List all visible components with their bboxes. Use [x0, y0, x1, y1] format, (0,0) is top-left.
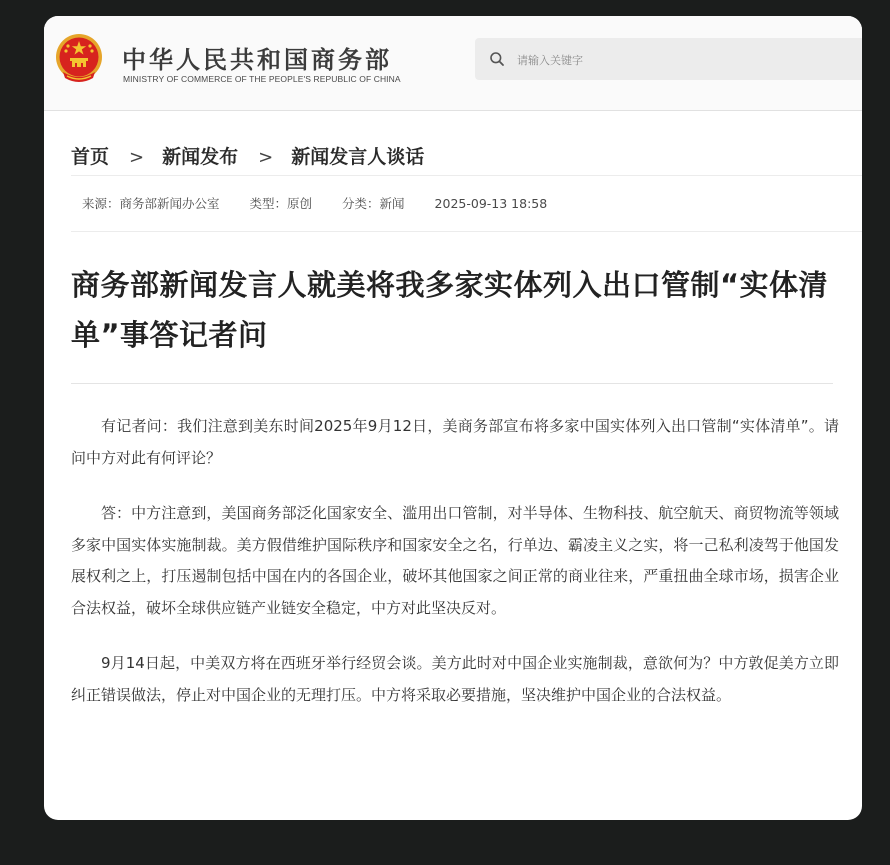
article-title: 商务部新闻发言人就美将我多家实体列入出口管制“实体清单”事答记者问: [71, 268, 829, 352]
article-meta: [82, 194, 547, 212]
breadcrumb: [71, 142, 424, 169]
search-icon[interactable]: [489, 51, 505, 67]
breadcrumb-spokesperson-link[interactable]: 新闻发言人谈话: [291, 146, 425, 168]
meta-source: 来源：商务部新闻办公室: [82, 196, 220, 211]
meta-datetime: 2025-09-13 18:58: [434, 196, 548, 211]
site-header: [44, 16, 862, 111]
divider: [71, 231, 862, 232]
article-paragraph-talks: 9月14日起，中美双方将在西班牙举行经贸会谈。美方此时对中国企业实施制裁，意欲何为？中方敦促美方立即纠正错误做法，停止对中国企业的无理打压。中方将采取必要措施，坚决维护中国企业的合法权益。: [71, 654, 839, 704]
breadcrumb-separator-icon: >: [258, 147, 274, 168]
breadcrumb-news-link[interactable]: 新闻发布: [162, 146, 239, 168]
search-input[interactable]: [515, 38, 859, 82]
national-emblem-icon[interactable]: [53, 32, 105, 86]
search-box[interactable]: [475, 38, 862, 80]
article-paragraph-answer: 答：中方注意到，美国商务部泛化国家安全、滥用出口管制，对半导体、生物科技、航空航天、商贸物流等领域多家中国实体实施制裁。美方假借维护国际秩序和国家安全之名，行单边、霸凌主义之实，将一己私利凌驾于他国发展权利之上，打压遏制包括中国在内的各国企业，破坏其他国家之间正常的商业往来，严重扭曲全球市场，损害企业合法权益，破坏全球供应链产业链安全稳定，中方对此坚决反对。: [71, 504, 839, 617]
meta-category: 分类：新闻: [342, 196, 405, 211]
article-paragraph-question: 有记者问：我们注意到美东时间2025年9月12日，美商务部宣布将多家中国实体列入出口管制“实体清单”。请问中方对此有何评论？: [71, 417, 839, 467]
breadcrumb-separator-icon: >: [129, 147, 145, 168]
site-title[interactable]: 中华人民共和国商务部: [122, 45, 392, 74]
meta-type: 类型：原创: [249, 196, 313, 211]
site-subtitle: MINISTRY OF COMMERCE OF THE PEOPLE'S REPUBLIC OF CHINA: [123, 74, 401, 84]
divider: [71, 383, 833, 384]
browser-page: [44, 16, 862, 820]
article-body: [71, 411, 839, 735]
breadcrumb-home-link[interactable]: 首页: [71, 146, 110, 168]
divider: [71, 175, 862, 176]
